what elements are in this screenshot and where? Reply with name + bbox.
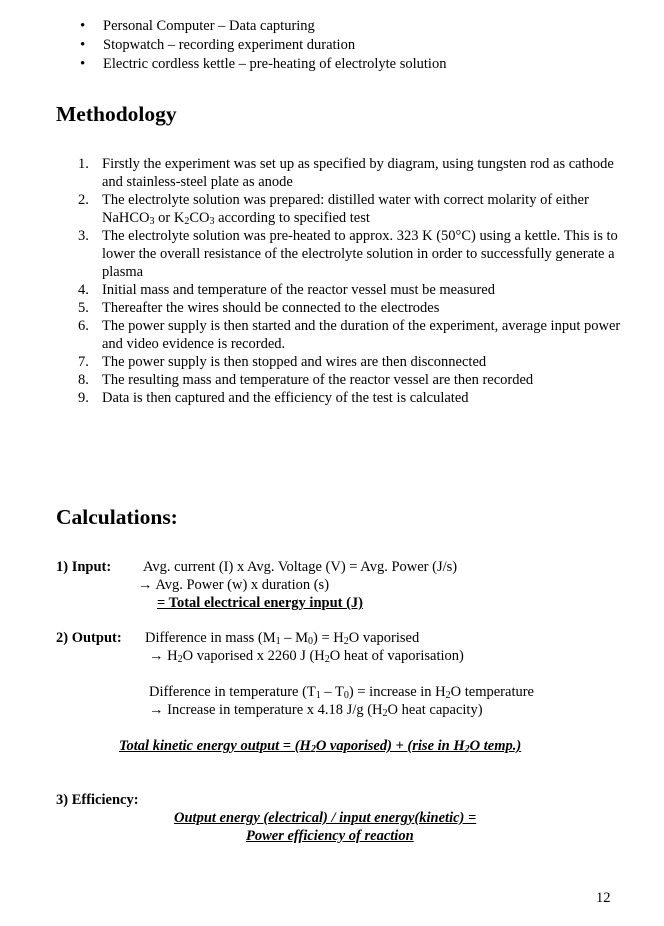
step-number: 9.: [78, 390, 89, 406]
efficiency-label: 3) Efficiency:: [56, 792, 139, 808]
list-item: [78, 227, 638, 281]
efficiency-line-2: Power efficiency of reaction: [246, 828, 414, 844]
output-line-4: → Increase in temperature x 4.18 J/g ($H_2O$ heat capacity): [149, 702, 483, 719]
input-label: 1) Input:: [56, 559, 112, 575]
equipment-list: [80, 17, 446, 74]
step-text: Firstly the experiment was set up as specified by diagram, using tungsten rod as cathode and stainless-steel plate as anode: [102, 156, 614, 190]
list-item: [78, 389, 638, 407]
step-number: 8.: [78, 372, 89, 388]
step-number: 4.: [78, 282, 89, 298]
output-total: Total kinetic energy output = ($H_2O$ vaporised) + (rise in $H_2O$ temp.): [119, 738, 522, 755]
step-text: The electrolyte solution was prepared: distilled water with correct molarity of either NaHCO$_3$ or $K_2CO_3$ according to specified test: [102, 192, 589, 227]
step-number: 5.: [78, 300, 89, 316]
methodology-heading: Methodology: [56, 102, 177, 126]
input-total: = Total electrical energy input (J): [157, 595, 363, 611]
step-text: The resulting mass and temperature of the reactor vessel are then recorded: [102, 372, 534, 388]
step-number: 6.: [78, 318, 89, 334]
step-number: 2.: [78, 192, 89, 208]
list-item: • Personal Computer – Data capturing: [80, 17, 446, 36]
output-line-2: → $H_2O$ vaporised x 2260 J ($H_2O$ heat of vaporisation): [149, 648, 464, 665]
list-item: [78, 281, 638, 299]
input-line-2: → Avg. Power (w) x duration (s): [138, 577, 330, 593]
step-text: Data is then captured and the efficiency of the test is calculated: [102, 390, 469, 406]
list-item: [78, 317, 638, 353]
step-number: 1.: [78, 156, 89, 172]
list-item: [78, 371, 638, 389]
output-line-3: Difference in temperature $(T_1 - T_0)$ = increase in $H_2O$ temperature: [149, 684, 534, 701]
page-number: 12: [596, 890, 611, 906]
step-text: The power supply is then stopped and wires are then disconnected: [102, 354, 487, 370]
list-item: [78, 299, 638, 317]
list-item: • Stopwatch – recording experiment duration: [80, 36, 446, 55]
efficiency-line-1: Output energy (electrical) / input energy(kinetic) =: [174, 810, 477, 826]
step-number: 7.: [78, 354, 89, 370]
input-line-1: Avg. current (I) x Avg. Voltage (V) = Avg. Power (J/s): [143, 559, 458, 575]
list-item: [78, 155, 638, 191]
output-label: 2) Output:: [56, 630, 122, 646]
step-text: Initial mass and temperature of the reactor vessel must be measured: [102, 282, 495, 298]
step-text: The power supply is then started and the duration of the experiment, average input power and video evidence is recorded.: [102, 318, 621, 352]
step-text: The electrolyte solution was pre-heated to approx. 323 K (50°C) using a kettle. This is to lower the overall resistance of the electrolyte solution in order to successfully generate a plasma: [102, 228, 618, 280]
output-line-1: Difference in mass $(M_1 - M_0) = H_2O$ vaporised: [145, 630, 420, 647]
step-number: 3.: [78, 228, 89, 244]
list-item: • Electric cordless kettle – pre-heating of electrolyte solution: [80, 55, 446, 74]
list-item: [78, 353, 638, 371]
list-item: [78, 191, 638, 227]
step-text: Thereafter the wires should be connected to the electrodes: [102, 300, 440, 316]
calculations-heading: Calculations:: [56, 505, 178, 529]
methodology-steps: [78, 155, 638, 407]
